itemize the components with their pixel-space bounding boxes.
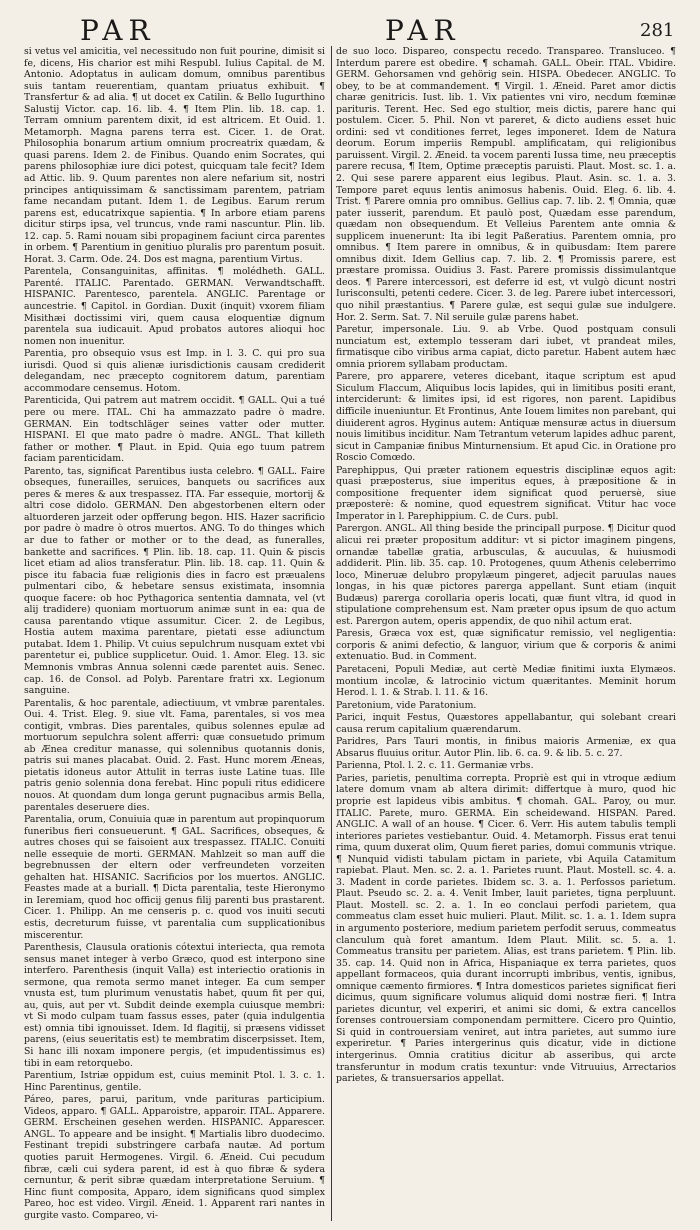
entry-parere: Parere, pro apparere, veteres dicebant, itaque scriptum est apud Siculum Flaccum, Aliquibus locis lapides, qui in limitibus positi erant, interciderunt: & limites ipsi, id est rigores, non parent. Lapidibus difficile inueniuntur. Et Frontinus, Ante Iouem limites non parebant, qui diuiderent agros. Hyginus autem: Antiquæ mensuræ actus in diuersum nouis limitibus inciditur. Nam Tetrantum veterum lapides adhuc parent, sicut in Campaniæ finibus Minturnensium. Et apud Cic. in Oratione pro Roscio Comœdo. — [336, 371, 676, 464]
entry-paridres: Paridres, Pars Tauri montis, in finibus maioris Armeniæ, ex qua Absarus fluuius oritur. Autor Plin. lib. 6. ca. 9. & lib. 5. c. 27. — [336, 736, 676, 759]
entry-paretur: Paretur, impersonale. Liu. 9. ab Vrbe. Quod postquam consuli nunciatum est, extemplo tesseram dari iubet, vt prandeat miles, firmatisque cibo viribus arma capiat, dicto paretur. Habent autem hæc omnia priorem syllabam productam. — [336, 324, 676, 370]
entry-parephippus: Parephippus, Qui præter rationem equestris disciplinæ equos agit: quasi præposterus, siue imperitus eques, à præpositione & in compositione frequenter idem significat quod peruersè, siue præposterè: & nomine, quod equestrem significat. Vtitur hac voce Imperator in l. Parephippium. C. de Curs. publ. — [336, 464, 676, 522]
entry-parenthesis: Parenthesis, Clausula orationis cótextui interiecta, qua remota sensus manet integer à verbo Græco, quod est interpono sine interfero. Parenthesis (inquit Valla) est interiectio orationis in sermone, qua remota sermo manet integer. Ea cum semper vnusta est, tum plurimum venustatis habet, quum fit per qui, au, quis, aut per vt. Subdit deinde exempla cuiusque membri: vt Si modo culpam tuam fassus esses, pater (quia indulgentia est) omnia tibi ignouisset. Idem. Id flagitij, si præsens vidisset parens, (eius seueritatis est) te membratim discerpsisset. Item, Si hanc illi noxam imponere pergis, (et impudentissimus es) tibi in eam retorquebo. — [24, 942, 325, 1069]
entry-parenticida: Parenticida, Qui patrem aut matrem occidit. ¶ GALL. Qui a tué pere ou mere. ITAL. Chi ha ammazzato padre ò madre. GERMAN. Ein todtschläger seines vatter oder mutter. HISPANI. El que mato padre ò madre. ANGL. That killeth father or mother. ¶ Plaut. in Epid. Quia ego tuum patrem faciam parenticidam. — [24, 395, 325, 465]
entry-pareo: Páreo, pares, parui, paritum, vnde parituras participium. Videos, apparo. ¶ GALL. Apparoistre, apparoir. ITAL. Apparere. GERM. Erscheinen gesehen werden. HISPANIC. Apparescer. ANGL. To appeare and be insight. ¶ Martialis libro duodecimo. Festinant trepidi substringere carbafa nautæ. Ad portum quoties paruit Hermogenes. Virgil. 6. Æneid. Cui pecudum fibræ, cæli cui sydera parent, id est à quo fibræ & sydera cernuntur, & perit sibræ quædam interpretatione Seruium. ¶ Hinc fiunt composita, Apparo, idem significans quod simplex Pareo, hoc est video. Virgil. Æneid. 1. Apparent rari nantes in gurgite vasto. Compareo, vi- — [24, 1094, 325, 1221]
entry-parienna: Parienna, Ptol. l. 2. c. 11. Germaniæ vrbs. — [336, 760, 534, 772]
entry-parentela: Parentela, Consanguinitas, affinitas. ¶ molédheth. GALL. Parenté. ITALIC. Parentado. GERMAN. Verwandtschafft. HISPANIC. Parentesco, parentela. ANGLIC. Parentage or auncestrie. ¶ Capitol. in Gordian. Duxit (inquit) vxorem filiam Misithæi doctissimi viri, quem causa eloquentiæ dignum parentela sua iudicauit. Apud probatos autores alioqui hoc nomen non inuenitur. — [24, 266, 325, 347]
entry-parentia: Parentia, pro obsequio vsus est Imp. in l. 3. C. qui pro sua iurisdi. Quod si quis alienæ iurisdictionis causam crediderit delegandam, nec præcepto cognitorem datum, parentiam accommodare censemus. Hotom. — [24, 348, 325, 394]
page-number: 281 — [640, 20, 675, 41]
left-column — [24, 46, 325, 1221]
entry-paretaceni: Paretaceni, Populi Mediæ, aut certè Mediæ finitimi iuxta Elymæos. montium incolæ, & latrocinio victum quæritantes. Meminit horum Herod. l. 1. & Strab. l. 11. & 16. — [336, 663, 676, 699]
entry-parentalia: Parentalia, orum, Conuiuia quæ in parentum aut propinquorum funeribus fieri consueuerunt. ¶ GAL. Sacrifices, obseques, & autres choses qui se faisoient aux trespassez. ITALIC. Conuiti nelle essequie de morti. GERMAN. Mahlzeit so man auff die begrebnussen der eltern oder verfreundeten vorzeiten gehalten hat. HISANIC. Sacrificios por los muertos. ANGLIC. Feastes made at a buriall. ¶ Dicta parentalia, teste Hieronymo in Ieremiam, quod hoc officij genus filij parenti bus prastarent. Cicer. 1. Philipp. An me censeris p. c. quod vos inuiti secuti estis, decreturum fuisse, vt parentalia cum supplicationibus miscerentur. — [24, 814, 325, 941]
right-column — [336, 46, 676, 1221]
column-divider — [331, 46, 332, 1221]
entry-parento: Parento, tas, significat Parentibus iusta celebro. ¶ GALL. Faire obseques, funerailles, seruices, banquets ou sacrifices aux peres & meres & aux trespassez. ITA. Far essequie, mortorij & altri cose didolo. GERMAN. Den abgestorbenen eltern oder altuorderen jarzeit oder opfferung begon. HIS. Hazer sacrificio por padre ò madre ò otros muertos. ANG. To do thinges which ar due to father or mother or to the dead, as funeralles, bankette and sacrifices. ¶ Plin. lib. 18. cap. 11. Quin & piscis licet etiam ad alios transferatur. Plin. lib. 18. cap. 11. Quin & pisce itu fabacia fuæ religionis dies in facro est præualens pulmentari cibo, & hebetare sensus existimata, insomnia quoque facere: ob hoc Pythagorica sententia damnata, vel (vt alij tradidere) quoniam mortuorum animæ sunt in ea: qua de causa parentando vtique assumitur. Cicer. 2. de Legibus, Hostia autem maxima parentare, pietati esse adiunctum putabat. Idem 1. Philip. Vt cuius sepulchrum nusquam extet vbi parentetur ei, publice supplicetur. Ouid. 1. Amor. Eleg. 13. sic Memnonis vmbras Annua solenni cæde parentet auis. Senec. cap. 16. de Consol. ad Polyb. Parentare fratri xx. Legionum sanguine. — [24, 465, 325, 697]
entry-pareo-continued: de suo loco. Dispareo, conspectu recedo. Transpareo. Transluceo. ¶ Interdum parere est obedire. ¶ schamah. GALL. Obeir. ITAL. Vbidire. GERM. Gehorsamen vnd gehörig sein. HISPA. Obedecer. ANGLIC. To obey, to be at commandement. ¶ Virgil. 1. Æneid. Paret amor dictis charæ genitricis. Iust. lib. 1. Vix patientes vni viro, necdum fœminæ parituris. Terent. Hec. Sed ego stultior, meis dictis, parere hanc qui postulem. Cicer. 5. Phil. Non vt pareret, & dicto audiens esset huic ordini: sed vt conditiones ferret, leges imponeret. Idem de Natura deorum. Eorum imperiis Rempubl. amplificatam, qui religionibus paruissent. Virgil. 2. Æneid. ta vocem parenti Iussa time, neu præceptis parere recusa, ¶ Item, Optime præceptis paruisti. Plaut. Most. sc. 1. a. 2. Qui sese parere apparent eius legibus. Plaut. Asin. sc. 1. a. 3. Tempore paret equus lentis animosus habenis. Ouid. Eleg. 6. lib. 4. Trist. ¶ Parere omnia pro omnibus. Gellius cap. 7. lib. 2. ¶ Omnia, quæ pater iusserit, parendum. Et paulò post, Quædam esse parendum, quædam non obsequendum. Et Velleius Parentem ante omnia & supplicem inuenerunt: Ita ibi legit Paßeratius. Parentem omnia, pro omnibus. ¶ Item parere in omnibus, & in quibusdam: Item parere omnibus dixit. Idem Gellius cap. 7. lib. 2. ¶ Promissis parere, est præstare promissa. Ouidius 3. Fast. Parere promissis dissimulantque deos. ¶ Parere intercessori, est deferre id est, vt vulgò dicunt nostri Iurisconsulti, petenti cedere. Cicer. 3. de leg. Parere iubet intercessori, quo nihil præstantius. ¶ Parere gulæ, est sequi gulæ sue indulgere. Hor. 2. Serm. Sat. 7. Nil seruile gulæ parens habet. — [336, 46, 676, 323]
entry-paries: Paries, parietis, penultima correpta. Propriè est qui in vtroque ædium latere domum vnam ab altera dirimit: differtque à muro, quod hic proprie est lapideus vibis ambitus. ¶ chomah. GAL. Paroy, ou mur. ITALIC. Parete, muro. GERMA. Ein scheidewand. HISPAN. Pared. ANGLIC. A wall of an house. ¶ Cicer. 6. Verr. His autem tabulis templi interiores parietes vestiebantur. Ouid. 4. Metamorph. Fissus erat tenui rima, quum duxerat olim, Quum fieret paries, domui communis vtrique. ¶ Nunquid vidisti tabulam pictam in pariete, vbi Aquila Catamitum rapiebat. Plaut. Men. sc. 2. a. 1. Parietes ruunt. Plaut. Mostell. sc. 4. a. 3. Madent in corde parietes. Ibidem sc. 3. a. 1. Perfossos parietum. Plaut. Pseudo sc. 2. a. 4. Venit Imber, lauit parietes, tigna perpluunt. Plaut. Mostell. sc. 2. a. 1. In eo conclaui perfodi parietem, qua commeatus clam esset huic mulieri. Plaut. Milit. sc. 1. a. 1. Idem supra in argumento posteriore, medium parietem perfodit seruus, commeatus clanculum quà foret amantum. Idem Plaut. Milit. sc. 5. a. 1. Commeatus transitu per parietem. Alias, est trans parietem. ¶ Plin. lib. 35. cap. 14. Quid non in Africa, Hispaniaque ex terra parietes, quos appellant formaceos, quia durant incorrupti imbribus, ventis, ignibus, omnique cæmento firmiores. ¶ Intra domesticos parietes significat fieri dicimus, quum significare volumus aliquid domi nostræ fieri. ¶ Intra parietes dicuntur, vel experiri, et animi sic domi, & extra cancellos forenses controuersiam componendam permittere. Cicero pro Quintio, Si quid in controuersiam veniret, aut intra parietes, aut summo iure experiretur. ¶ Paries intergerinus quis dicatur, vide in dictione intergerinus. Omnia cratitius dicitur ab asseribus, qui arcte transferuntur in modum cratis texuntur: vnde Vitruuius, Arrectarios parietes, & transuersarios appellat. — [336, 772, 676, 1085]
entry-parentalis: Parentalis, & hoc parentale, adiectiuum, vt vmbræ parentales. Oui. 4. Trist. Eleg. 9. siue vlt. Fama, parentales, si vos mea contigit, vmbras. Dies parentales, quibus solennes epulæ ad mortuorum sepulchra solent afferri: quæ consuetudo primum ab Ænea creditur manasse, qui solennibus quotannis donis, patris sui manes placabat. Ouid. 2. Fast. Hunc morem Æneas, pietatis idoneus autor Attulit in terras iuste Latine tuas. Ille patris genio solennia dona ferebat. Hinc populi ritus edidicere nouos. At quondam dum longa gerunt pugnacibus armis Bella, parentales deseruere dies. — [24, 697, 325, 813]
entry-parergon: Parergon. ANGL. All thing beside the principall purpose. ¶ Dicitur quod alicui rei præter propositum additur: vt si pictor imaginem pingens, ornandæ tabellæ gratia, arbusculas, & aucuulas, & huiusmodi addiderit. Plin. lib. 35. cap. 10. Protogenes, quum Athenis celeberrimo loco, Mineruæ delubro propylæum pingeret, adjecit paruulas naues longas, in his quæ pictores parerga appellant. Sunt etiam (inquit Budæus) parerga corollaria operis locati, quæ fiunt vltra, id quod in stipulatione comprehensum est. Nam præter opus ipsum de quo actum est. Parergon autem, operis appendix, de quo nihil actum erat. — [336, 523, 676, 627]
right-running-head: PAR — [385, 14, 461, 47]
left-running-head: PAR — [80, 14, 156, 47]
running-header — [0, 0, 700, 46]
entry-paresis: Paresis, Græca vox est, quæ significatur remissio, vel negligentia: corporis & animi defectio, & languor, virium que & corporis & animi extenuatio. Bud. in Comment. — [336, 628, 676, 663]
entry-paretonium: Paretonium, vide Paratonium. — [336, 699, 477, 711]
entry-parens-continued: si vetus vel amicitia, vel necessitudo non fuit pourine, dimisit si fe, dicens, His charior est mihi Respubl. Iulius Capital. de M. Antonio. Adoptatus in aulicam domum, omnibus parentibus suis tantam reuerentiam, quantam priuatus exhibuit. ¶ Transfertur & ad alia. ¶ ut docet ex Catilin. & Bello Iugurthino Salustij Victor. cap. 16. lib. 4. ¶ Item Plin. lib. 18. cap. 1. Terram omnium parentem dixit, id est altricem. Et Ouid. 1. Metamorph. Magna parens terra est. Cicer. 1. de Orat. Philosophia bonarum artium omnium procreatrix quædam, & quasi parens. Idem 2. de Finibus. Quando enim Socrates, qui parens philosophiæ iure dici potest, quicquam tale fecit? Idem ad Attic. lib. 9. Quum parentes non alere nefarium sit, nostri principes antiquissimam & sanctissimam parentem, patriam fame necandam putant. Idem 1. de Legibus. Earum rerum parens est, educatrixque sapientia. ¶ In arbore etiam parens dicitur stirps ipsa, vel truncus, vnde rami nascuntur. Plin. lib. 12. cap. 5. Rami nouam sibi propaginem faciunt circa parentes in orbem. ¶ Parentium in genitiuo pluralis pro parentum posuit. Horat. 3. Carm. Ode. 24. Dos est magna, parentium Virtus. — [24, 46, 325, 265]
entry-parentium: Parentium, Istriæ oppidum est, cuius meminit Ptol. l. 3. c. 1. Hinc Parentinus, gentile. — [24, 1070, 325, 1093]
entry-parici: Parici, inquit Festus, Quæstores appellabantur, qui solebant creari causa rerum capitalium quærendarum. — [336, 712, 676, 735]
